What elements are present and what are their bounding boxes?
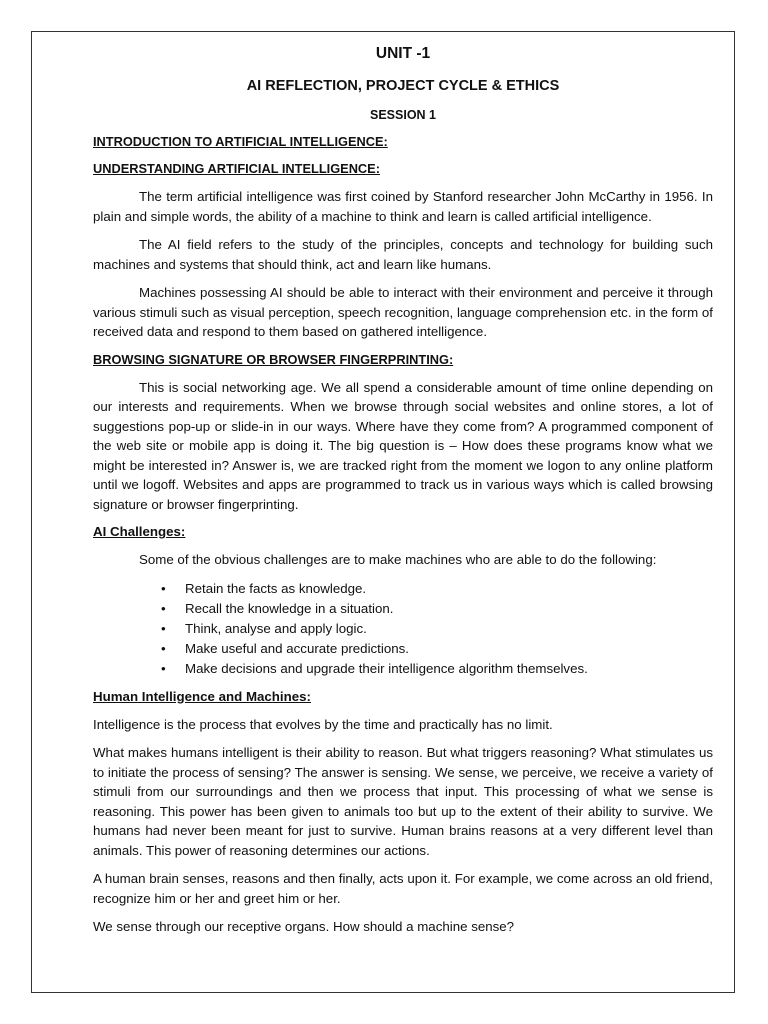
list-item: • Make decisions and upgrade their intelligence algorithm themselves.: [185, 659, 713, 679]
human-intelligence-heading: Human Intelligence and Machines:: [93, 688, 311, 704]
list-item: • Recall the knowledge in a situation.: [185, 599, 713, 619]
challenges-list: [93, 579, 713, 679]
list-item: • Think, analyse and apply logic.: [185, 619, 713, 639]
challenges-heading: AI Challenges:: [93, 524, 186, 539]
chapter-title: AI REFLECTION, PROJECT CYCLE & ETHICS: [246, 78, 560, 94]
understanding-paragraph-1: The term artificial intelligence was first coined by Stanford researcher John McCarthy in 1956. In plain and simple words, the ability of a machine to think and learn is called artificial intelligence.: [93, 189, 713, 224]
browsing-heading: BROWSING SIGNATURE OR BROWSER FINGERPRINTING:: [93, 351, 454, 367]
browsing-paragraph: This is social networking age. We all spend a considerable amount of time online depending on our interests and requirements. When we browse through social websites and online stores, a lot of suggestions pop-up or slide-in in our ways. Where have they come from? A programmed component of the web site or mobile app is doing it. The big question is – How does these programs know what we might be interested in? Answer is, we are tracked right from the moment we logon to any online platform until we logoff. Websites and apps are programmed to track us in various ways which is called browsing signature or browser fingerprinting.: [93, 379, 713, 512]
human-paragraph-4: We sense through our receptive organs. How should a machine sense?: [93, 919, 515, 934]
understanding-paragraph-3: Machines possessing AI should be able to interact with their environment and perceive it through various stimuli such as visual perception, speech recognition, language comprehension etc. in the form of received data and respond to them based on gathered intelligence.: [93, 285, 713, 339]
human-paragraph-1: Intelligence is the process that evolves by the time and practically has no limit.: [93, 716, 553, 732]
document-body: [93, 44, 713, 946]
human-paragraph-2: What makes humans intelligent is their ability to reason. But what triggers reasoning? What stimulates us to initiate the process of sensing? The answer is sensing. We sense, we perceive, we receive a variety of stimuli from our surroundings and then we process that input. This processing of what we sense is reasoning. This power has been given to animals too but up to the extent of their ability to survive. We humans had never been meant for just to survive. Human brains reasons at a very different level than animals. This power of reasoning determines our actions.: [93, 745, 713, 858]
understanding-paragraph-2: The AI field refers to the study of the principles, concepts and technology for building such machines and systems that should think, act and learn like humans.: [93, 237, 713, 272]
unit-title: UNIT -1: [375, 45, 431, 62]
list-item: • Retain the facts as knowledge.: [185, 579, 713, 599]
session-title: SESSION 1: [370, 108, 436, 122]
intro-heading: INTRODUCTION TO ARTIFICIAL INTELLIGENCE:: [93, 134, 388, 149]
understanding-heading: UNDERSTANDING ARTIFICIAL INTELLIGENCE:: [93, 161, 380, 176]
list-item: • Make useful and accurate predictions.: [185, 639, 713, 659]
challenges-lead: Some of the obvious challenges are to make machines who are able to do the following:: [139, 552, 657, 567]
human-paragraph-3: A human brain senses, reasons and then finally, acts upon it. For example, we come across an old friend, recognize him or her and greet him or her.: [93, 871, 713, 906]
